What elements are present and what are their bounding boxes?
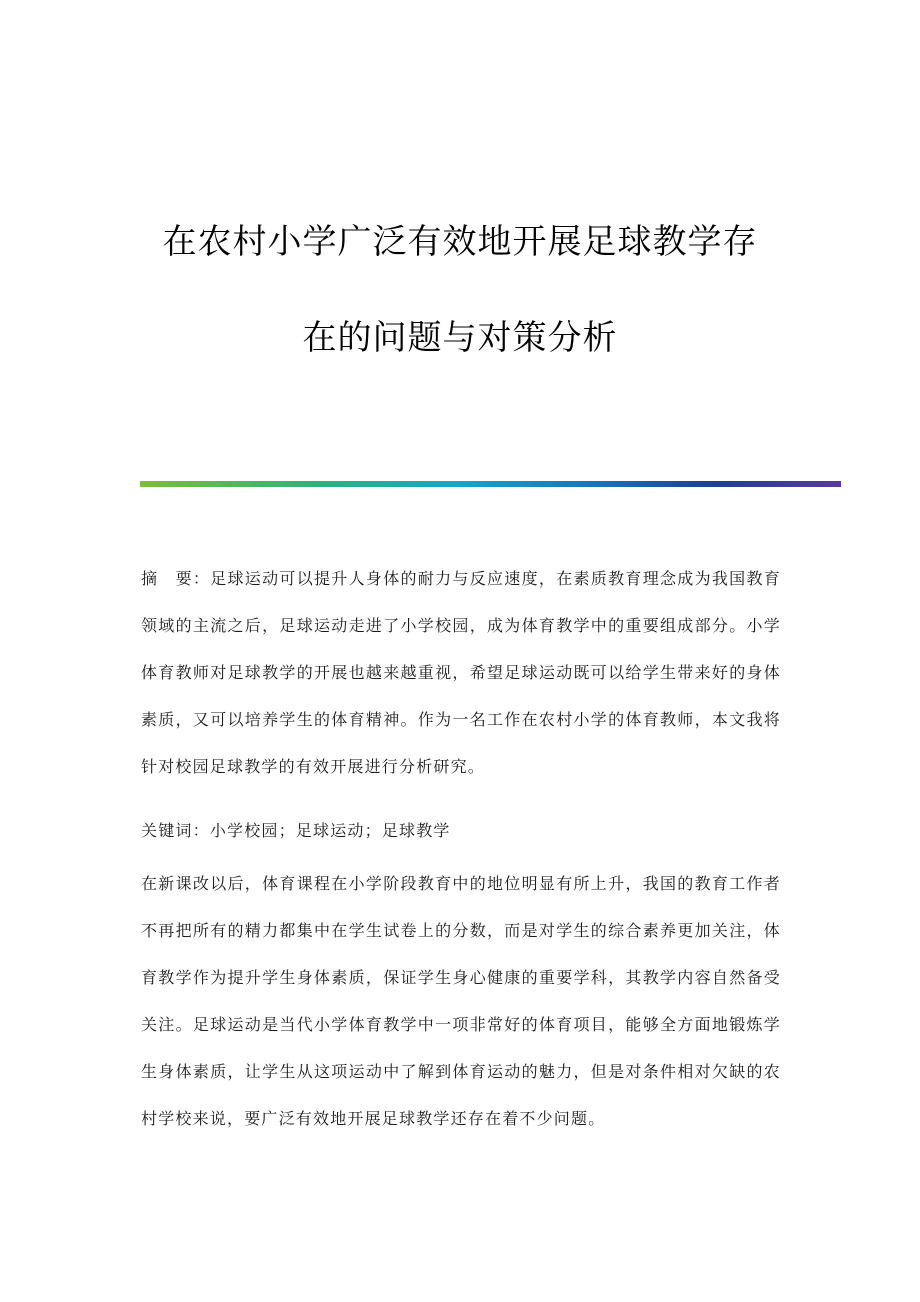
keywords-label: 关键词：: [141, 821, 210, 840]
body-paragraph: 在新课改以后，体育课程在小学阶段教育中的地位明显有所上升，我国的教育工作者不再把所有的精力都集中在学生试卷上的分数，而是对学生的综合素养更加关注，体育教学作为提升学生身体素质，保证学生身心健康的重要学科，其教学内容自然备受关注。足球运动是当代小学体育教学中一项非常好的体育项目，能够全方面地锻炼学生身体素质，让学生从这项运动中了解到体育运动的魅力，但是对条件相对欠缺的农村学校来说，要广泛有效地开展足球教学还存在着不少问题。: [141, 874, 781, 1128]
document-title-line-2: 在的问题与对策分析: [302, 318, 618, 358]
document-title-line-1: 在农村小学广泛有效地开展足球教学存: [162, 222, 758, 262]
abstract-text: 足球运动可以提升人身体的耐力与反应速度，在素质教育理念成为我国教育领域的主流之后，足球运动走进了小学校园，成为体育教学中的重要组成部分。小学体育教师对足球教学的开展也越来越重视，希望足球运动既可以给学生带来好的身体素质，又可以培养学生的体育精神。作为一名工作在农村小学的体育教师，本文我将针对校园足球教学的有效开展进行分析研究。: [141, 569, 781, 776]
title-divider: [140, 481, 841, 487]
abstract-label: 摘 要：: [141, 569, 211, 588]
keywords-text: 小学校园；足球运动；足球教学: [209, 821, 451, 840]
abstract-paragraph: [141, 555, 781, 790]
keywords-paragraph: [141, 807, 781, 854]
